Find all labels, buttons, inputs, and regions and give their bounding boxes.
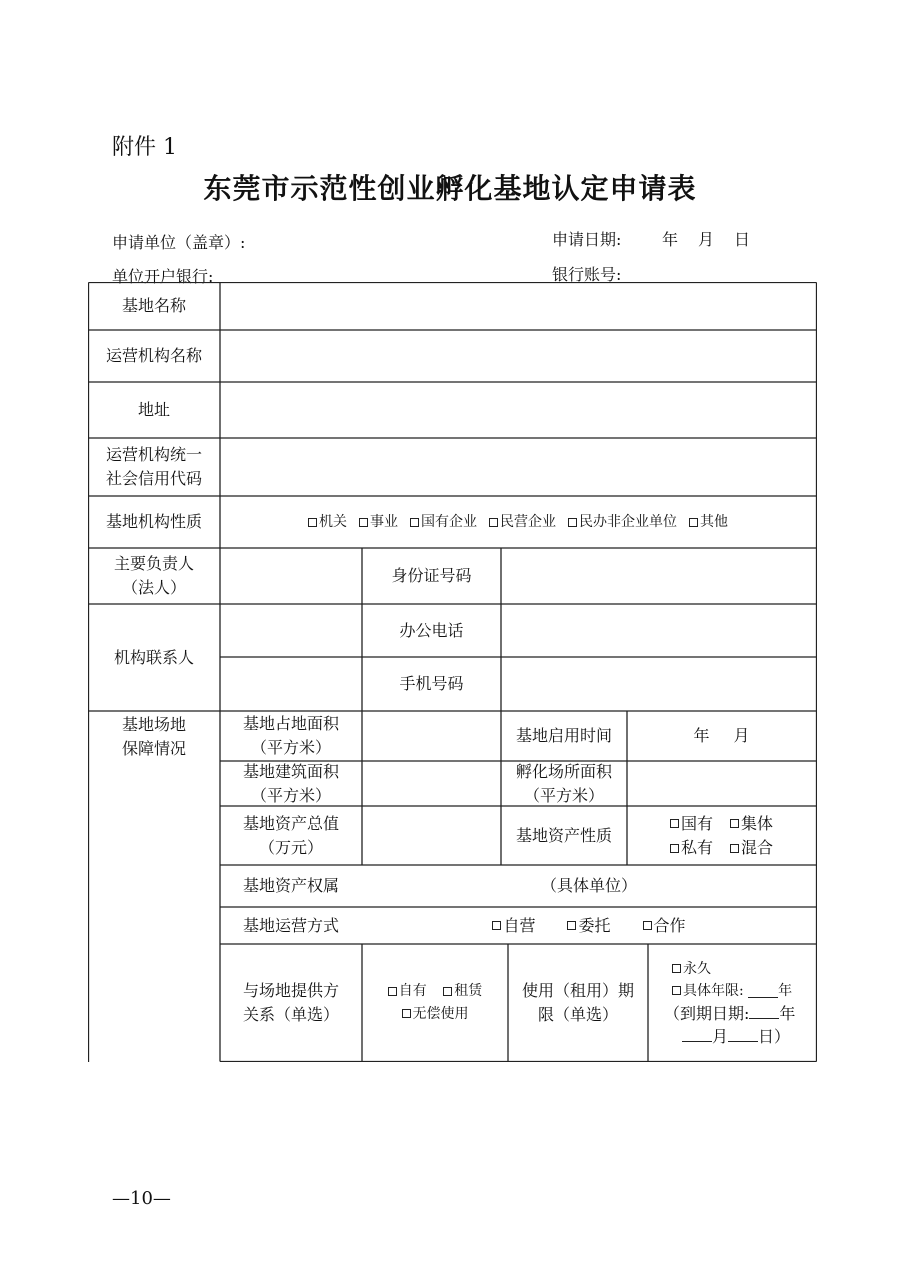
base-name-label: 基地名称 (121, 296, 186, 315)
apply-date-year: 年 (662, 230, 679, 249)
term-expiry-year-blank[interactable] (749, 1004, 779, 1019)
office-phone-field[interactable] (501, 604, 816, 657)
contact-field[interactable] (220, 604, 362, 657)
term-expiry-month-blank[interactable] (682, 1027, 712, 1042)
asset-total-label-line2: （万元） (258, 837, 323, 857)
checkbox-icon (670, 844, 679, 853)
term-expiry-year: 年 (779, 1003, 796, 1023)
form-title: 东莞市示范性创业孵化基地认定申请表 (203, 172, 697, 205)
land-area-label (220, 711, 362, 761)
term-options (648, 944, 816, 1061)
checkbox-icon (689, 518, 698, 527)
checkbox-icon (410, 518, 419, 527)
checkbox-icon (730, 819, 739, 828)
term-years-blank[interactable] (748, 983, 778, 998)
checkbox-icon (388, 987, 397, 996)
checkbox-icon (308, 518, 317, 527)
operator-name-label: 运营机构名称 (105, 346, 202, 365)
base-name-field[interactable] (220, 282, 816, 330)
asset-option-private[interactable]: 私有 (670, 836, 713, 860)
relation-label (220, 944, 362, 1061)
checkbox-icon (359, 518, 368, 527)
relation-option-leased[interactable]: 租赁 (443, 980, 482, 1002)
nature-options (220, 496, 816, 548)
checkbox-icon (670, 819, 679, 828)
operation-option-self[interactable]: 自营 (492, 914, 535, 938)
incubation-area-field[interactable] (627, 761, 816, 806)
building-area-label-line1: 基地建筑面积 (242, 761, 339, 781)
principal-label-line1: 主要负责人 (113, 554, 194, 573)
applicant-unit-label: 申请单位（盖章）: (112, 233, 246, 252)
account-label: 银行账号: (552, 265, 622, 284)
asset-owner-label: 基地资产权属 (242, 876, 339, 895)
address-label: 地址 (137, 400, 170, 419)
contact-label: 机构联系人 (113, 647, 194, 667)
application-form-table (88, 282, 817, 1062)
nature-option-private[interactable]: 民营企业 (489, 511, 556, 533)
start-time-field[interactable] (627, 711, 816, 761)
asset-total-label-line1: 基地资产总值 (242, 813, 339, 833)
incubation-area-label (501, 761, 627, 806)
checkbox-icon (672, 986, 681, 995)
nature-label: 基地机构性质 (105, 512, 202, 531)
credit-code-field[interactable] (220, 438, 816, 496)
checkbox-icon (443, 987, 452, 996)
asset-nature-label: 基地资产性质 (515, 825, 612, 845)
attachment-label: 附件 1 (112, 135, 177, 160)
venue-label-line1: 基地场地 (121, 715, 186, 734)
asset-owner-hint: （具体单位） (540, 876, 637, 895)
asset-option-mixed[interactable]: 混合 (730, 836, 773, 860)
credit-code-label (88, 438, 220, 496)
operation-option-entrusted[interactable]: 委托 (567, 914, 610, 938)
mobile-field[interactable] (501, 657, 816, 711)
contact-field-2[interactable] (220, 657, 362, 711)
asset-nature-options (627, 806, 816, 865)
land-area-label-line1: 基地占地面积 (242, 714, 339, 733)
relation-option-free[interactable]: 无偿使用 (402, 1003, 469, 1025)
asset-total-field[interactable] (362, 806, 501, 865)
page-number: —10— (112, 1188, 171, 1209)
venue-label-line2: 保障情况 (121, 739, 186, 758)
building-area-label (220, 761, 362, 806)
start-time-month: 月 (733, 726, 750, 745)
principal-label-line2: （法人） (121, 578, 186, 597)
asset-total-label (220, 806, 362, 865)
nature-option-other[interactable]: 其他 (689, 511, 728, 533)
checkbox-icon (643, 921, 652, 930)
asset-owner-field[interactable] (362, 865, 816, 907)
land-area-label-line2: （平方米） (250, 738, 331, 757)
term-expiry-day: 日） (758, 1026, 791, 1046)
building-area-label-line2: （平方米） (250, 785, 331, 805)
relation-option-owned[interactable]: 自有 (388, 980, 427, 1002)
term-option-permanent[interactable]: 永久 (672, 958, 711, 980)
checkbox-icon (567, 921, 576, 930)
operation-option-cooperation[interactable]: 合作 (643, 914, 686, 938)
address-field[interactable] (220, 382, 816, 438)
office-phone-label: 办公电话 (399, 620, 464, 640)
nature-option-public[interactable]: 事业 (359, 511, 398, 533)
term-option-specific[interactable]: 具体年限: 年 (672, 980, 792, 1002)
asset-option-collective[interactable]: 集体 (730, 812, 773, 836)
start-time-year: 年 (693, 726, 710, 745)
nature-option-nonprofit[interactable]: 民办非企业单位 (568, 511, 677, 533)
checkbox-icon (492, 921, 501, 930)
venue-label (88, 713, 220, 773)
relation-options (362, 944, 508, 1061)
term-label (508, 944, 648, 1061)
land-area-field[interactable] (362, 711, 501, 761)
relation-label-line1: 与场地提供方 (242, 980, 339, 1000)
checkbox-icon (568, 518, 577, 527)
mobile-label: 手机号码 (399, 674, 464, 693)
building-area-field[interactable] (362, 761, 501, 806)
term-label-line1: 使用（租用）期 (521, 980, 634, 1000)
checkbox-icon (489, 518, 498, 527)
operator-name-field[interactable] (220, 330, 816, 382)
term-label-line2: 限（单选） (537, 1004, 618, 1024)
apply-date-day: 日 (734, 230, 751, 249)
credit-code-label-line2: 社会信用代码 (105, 469, 202, 488)
term-expiry-day-blank[interactable] (728, 1027, 758, 1042)
checkbox-icon (672, 964, 681, 973)
incubation-area-label-line2: （平方米） (523, 785, 604, 805)
relation-label-line2: 关系（单选） (242, 1004, 339, 1024)
apply-date-month: 月 (698, 230, 715, 249)
operation-mode-label: 基地运营方式 (242, 915, 339, 935)
operation-mode-options (362, 907, 816, 944)
checkbox-icon (402, 1009, 411, 1018)
id-number-label: 身份证号码 (391, 566, 472, 585)
term-expiry-label: （到期日期: (664, 1003, 750, 1023)
apply-date-label: 申请日期: (552, 230, 622, 249)
checkbox-icon (730, 844, 739, 853)
nature-option-gov[interactable]: 机关 (308, 511, 347, 533)
incubation-area-label-line1: 孵化场所面积 (515, 761, 612, 781)
credit-code-label-line1: 运营机构统一 (105, 445, 202, 464)
term-expiry-month: 月 (712, 1026, 729, 1046)
bank-label: 单位开户银行: (112, 267, 214, 286)
principal-field[interactable] (220, 548, 362, 604)
principal-label (88, 548, 220, 604)
start-time-label: 基地启用时间 (515, 726, 612, 745)
asset-option-state[interactable]: 国有 (670, 812, 713, 836)
nature-option-soe[interactable]: 国有企业 (410, 511, 477, 533)
id-number-field[interactable] (501, 548, 816, 604)
